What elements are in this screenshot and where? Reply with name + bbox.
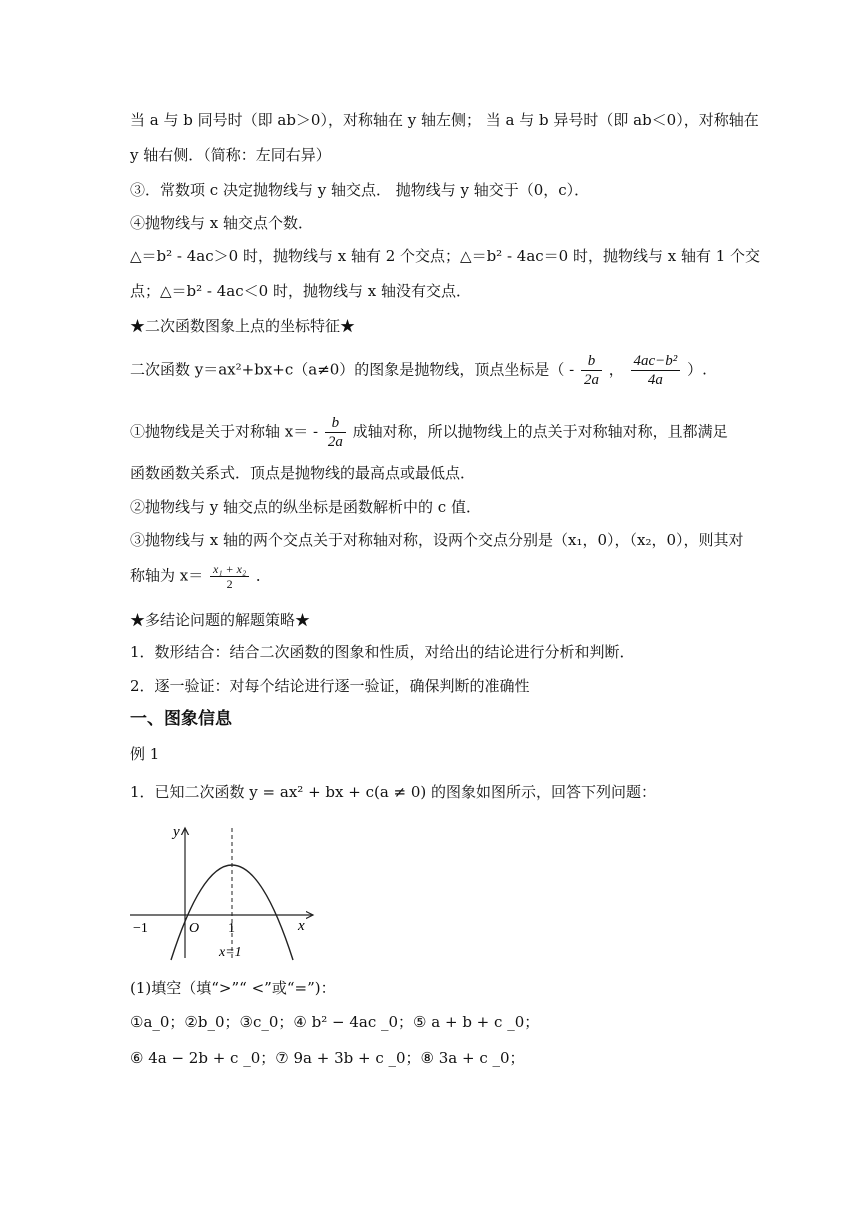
x-axis-label: x xyxy=(298,918,305,934)
y-axis-label: y xyxy=(173,824,180,840)
text-line: 2．逐一验证：对每个结论进行逐一验证，确保判断的准确性 xyxy=(130,677,530,695)
text-line: ③．常数项 c 决定抛物线与 y 轴交点． 抛物线与 y 轴交于（0，c）． xyxy=(130,181,590,199)
fraction-numerator: b xyxy=(325,414,346,433)
symmetry-axis-formula-line xyxy=(130,562,271,591)
fraction-4ac-b2-over-4a xyxy=(631,352,681,389)
fraction-b-over-2a xyxy=(581,352,602,389)
text-line: 1．数形结合：结合二次函数的图象和性质，对给出的结论进行分析和判断． xyxy=(130,643,635,661)
fill-in-line-2: ⑥ 4a − 2b + c _0；⑦ 9a + 3b + c _0；⑧ 3a + c _0； xyxy=(130,1049,525,1067)
text-segment: ． xyxy=(255,566,271,585)
section-title: 一、图象信息 xyxy=(130,709,232,729)
text-segment: ①抛物线是关于对称轴 x＝ - xyxy=(130,422,319,441)
fraction-x1-plus-x2-over-2 xyxy=(210,562,249,591)
text-line: 当 a 与 b 同号时（即 ab＞0），对称轴在 y 轴左侧； 当 a 与 b 异号时（即 ab＜0），对称轴在 xyxy=(130,111,759,129)
fraction-numerator: x₁ + x₂ xyxy=(210,562,249,577)
text-line: △＝b² - 4ac＞0 时，抛物线与 x 轴有 2 个交点；△＝b² - 4ac＝0 时，抛物线与 x 轴有 1 个交 xyxy=(130,247,761,265)
fraction-numerator: b xyxy=(581,352,602,371)
text-line: ④抛物线与 x 轴交点个数． xyxy=(130,214,313,232)
fraction-numerator: 4ac−b² xyxy=(631,352,681,371)
axis-symmetry-line xyxy=(130,414,728,451)
text-line: y 轴右侧．（简称：左同右异） xyxy=(130,146,331,164)
fraction-denominator: 4a xyxy=(647,372,663,388)
section-heading: ★多结论问题的解题策略★ xyxy=(130,611,311,629)
fill-in-line-1: ①a_0；②b_0；③c_0；④ b² − 4ac _0；⑤ a + b + c _0； xyxy=(130,1013,540,1031)
origin-label: O xyxy=(189,921,200,936)
text-segment: ）. xyxy=(687,360,707,379)
text-segment: 成轴对称，所以抛物线上的点关于对称轴对称，且都满足 xyxy=(352,422,728,441)
symmetry-axis-label: x=1 xyxy=(219,945,242,960)
question-part-1: (1)填空（填“>”“ <”或“=”)： xyxy=(130,979,336,997)
vertex-formula-line xyxy=(130,352,707,389)
question-text: 1．已知二次函数 y = ax² + bx + c(a ≠ 0) 的图象如图所示，回答下列问题： xyxy=(130,783,657,801)
text-segment: ， xyxy=(608,360,624,379)
fraction-denominator: 2 xyxy=(226,577,233,591)
section-heading: ★二次函数图象上点的坐标特征★ xyxy=(130,317,356,335)
tick-label-neg1: −1 xyxy=(133,921,148,936)
example-label: 例 1 xyxy=(130,745,160,763)
fraction-b-over-2a xyxy=(325,414,346,451)
fraction-denominator: 2a xyxy=(327,434,343,450)
fraction-denominator: 2a xyxy=(583,372,599,388)
text-line: 点；△＝b² - 4ac＜0 时，抛物线与 x 轴没有交点． xyxy=(130,282,471,300)
text-line: ②抛物线与 y 轴交点的纵坐标是函数解析中的 c 值． xyxy=(130,498,481,516)
text-line: ③抛物线与 x 轴的两个交点关于对称轴对称，设两个交点分别是（x₁，0），（x₂，0），则其对 xyxy=(130,531,744,549)
parabola-graph xyxy=(125,820,325,965)
text-segment: 称轴为 x＝ xyxy=(130,566,204,585)
tick-label-1: 1 xyxy=(228,921,235,936)
text-segment: 二次函数 y＝ax²+bx+c（a≠0）的图象是抛物线，顶点坐标是（ - xyxy=(130,360,575,379)
text-line: 函数函数关系式．顶点是抛物线的最高点或最低点． xyxy=(130,464,476,482)
